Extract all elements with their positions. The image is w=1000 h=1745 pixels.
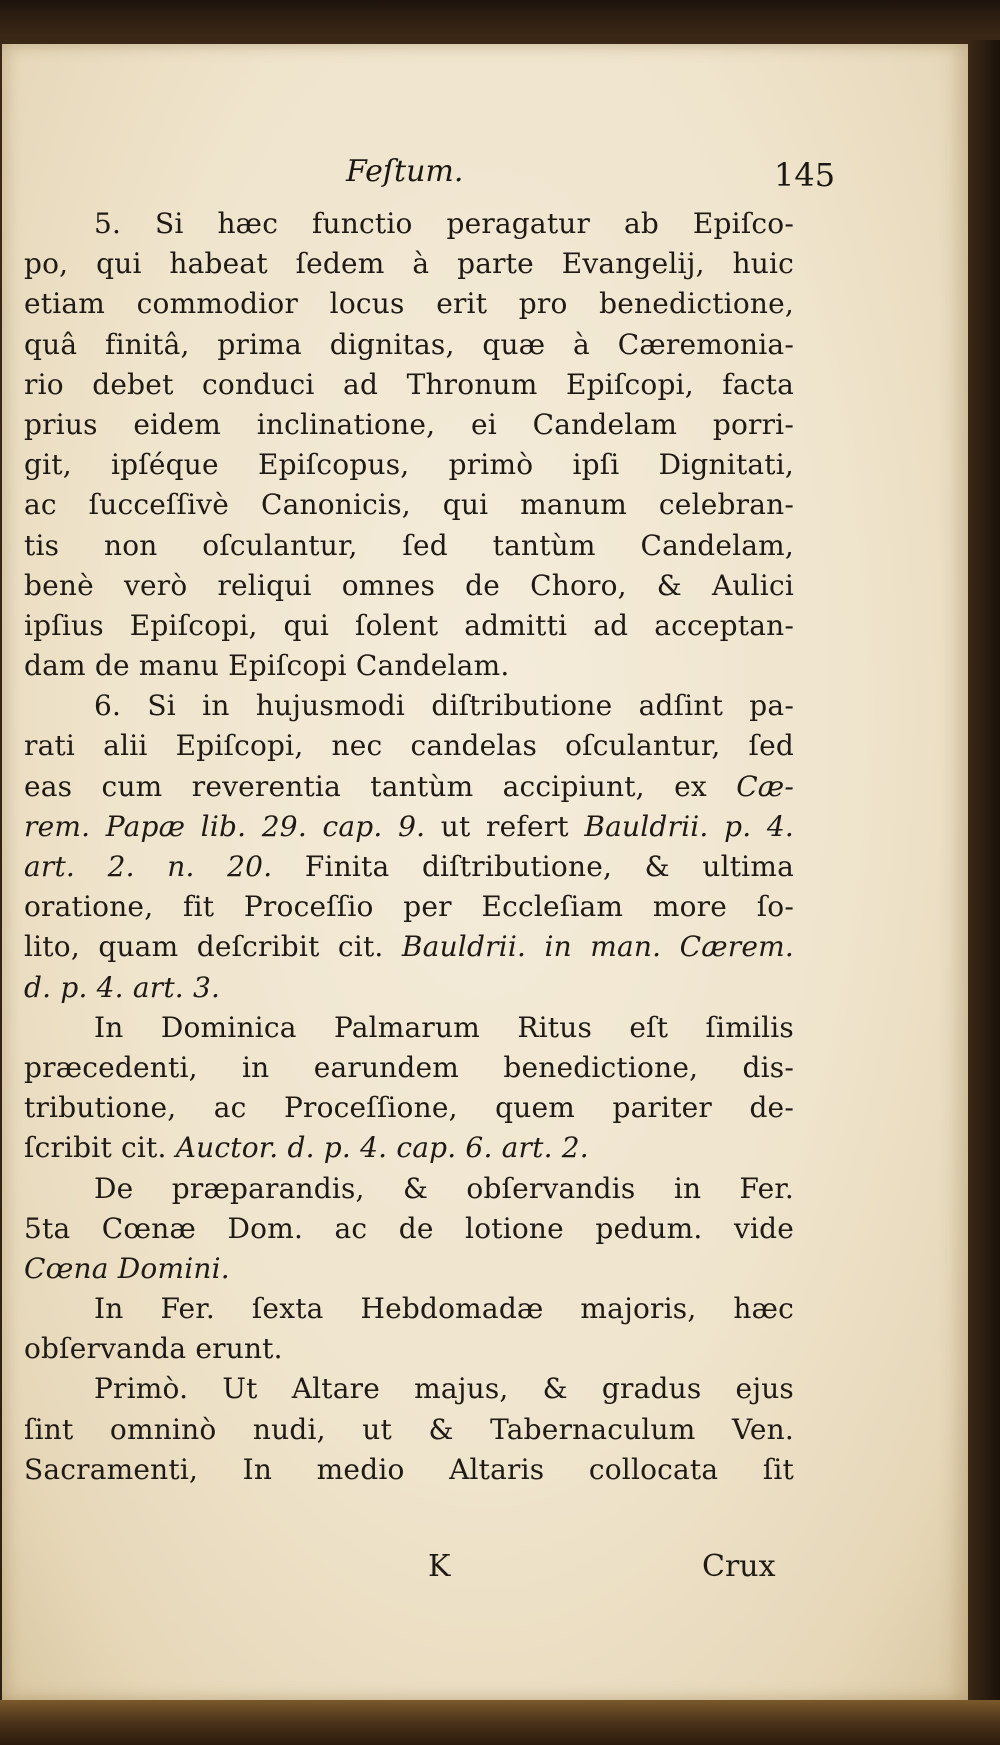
text-line: prius eidem inclinatione, ei Candelam porri- bbox=[24, 407, 794, 441]
signature-mark: K bbox=[428, 1549, 451, 1584]
text-line: 6. Si in hujusmodi diſtributione adſint pa- bbox=[94, 689, 794, 723]
text-line: In Dominica Palmarum Ritus eſt ſimilis bbox=[94, 1010, 794, 1044]
text-line: rati alii Epiſcopi, nec candelas oſculantur, ſed bbox=[24, 729, 794, 763]
text-line: In Fer. ſexta Hebdomadæ majoris, hæc bbox=[94, 1292, 794, 1326]
text-run: ſcribit cit. bbox=[24, 1131, 176, 1165]
italic-reference: Auctor. d. p. 4. cap. 6. art. 2. bbox=[175, 1131, 589, 1165]
text-run: eas cum reverentia tantùm accipiunt, ex bbox=[24, 769, 737, 803]
text-line bbox=[24, 1128, 794, 1168]
italic-reference: rem. Papæ lib. 29. cap. 9. bbox=[24, 809, 426, 843]
text-run: lito, quam deſcribit cit. bbox=[24, 930, 402, 964]
page-header bbox=[2, 154, 968, 198]
italic-reference: Cæ- bbox=[736, 769, 794, 803]
text-run: ut refert bbox=[425, 809, 585, 843]
text-line: 5ta Cœnæ Dom. ac de lotione pedum. vide bbox=[24, 1211, 794, 1245]
catchword: Crux bbox=[702, 1549, 776, 1584]
running-head: Feſtum. bbox=[346, 154, 464, 189]
text-line: oratione, fit Proceſſio per Eccleſiam more ſo- bbox=[24, 890, 794, 924]
text-line: po, qui habeat ſedem à parte Evangelij, huic bbox=[24, 247, 794, 281]
text-line: Cœna Domini. bbox=[24, 1251, 230, 1285]
text-line: rio debet conduci ad Thronum Epiſcopi, facta bbox=[24, 367, 794, 401]
book-edge bbox=[968, 40, 1000, 1705]
text-line: 5. Si hæc functio peragatur ab Epiſco- bbox=[94, 207, 794, 240]
text-line: benè verò reliqui omnes de Choro, & Aulici bbox=[24, 568, 794, 602]
page-footer bbox=[2, 1549, 968, 1593]
body-text bbox=[24, 204, 794, 1490]
text-line: ac ſucceſſivè Canonicis, qui manum celebran- bbox=[24, 488, 794, 522]
italic-reference: Bauldrii. in man. Cærem. bbox=[401, 930, 794, 964]
text-line: git, ipſéque Epiſcopus, primò ipſi Dignitati, bbox=[24, 448, 794, 482]
text-line: etiam commodior locus erit pro benedictione, bbox=[24, 287, 794, 321]
text-line: De præparandis, & obſervandis in Fer. bbox=[94, 1171, 794, 1205]
text-line bbox=[24, 767, 794, 807]
text-line: Sacramenti, In medio Altaris collocata ſit bbox=[24, 1452, 794, 1486]
page-bottom-edge bbox=[0, 1700, 1000, 1745]
text-line: præcedenti, in earundem benedictione, dis- bbox=[24, 1050, 794, 1084]
text-line: d. p. 4. art. 3. bbox=[24, 970, 221, 1004]
text-line bbox=[24, 847, 794, 887]
text-line: dam de manu Epiſcopi Candelam. bbox=[24, 649, 510, 683]
text-line bbox=[24, 927, 794, 967]
italic-reference: art. 2. n. 20. bbox=[24, 850, 273, 883]
book-page bbox=[2, 44, 968, 1700]
italic-reference: Bauldrii. p. 4. bbox=[584, 809, 794, 843]
text-line: Primò. Ut Altare majus, & gradus ejus bbox=[94, 1372, 794, 1406]
text-line: ipſius Epiſcopi, qui ſolent admitti ad acceptan- bbox=[24, 608, 794, 642]
page-number: 145 bbox=[774, 156, 836, 194]
text-line: ſint omninò nudi, ut & Tabernaculum Ven. bbox=[24, 1412, 794, 1446]
text-line: quâ finitâ, prima dignitas, quæ à Cæremonia- bbox=[24, 327, 794, 361]
text-line: tributione, ac Proceſſione, quem pariter de- bbox=[24, 1091, 794, 1125]
text-line: obſervanda erunt. bbox=[24, 1332, 283, 1366]
text-line: tis non oſculantur, ſed tantùm Candelam, bbox=[24, 528, 794, 562]
text-run: Finita diſtributione, & ultima bbox=[272, 850, 794, 883]
text-line bbox=[24, 807, 794, 847]
